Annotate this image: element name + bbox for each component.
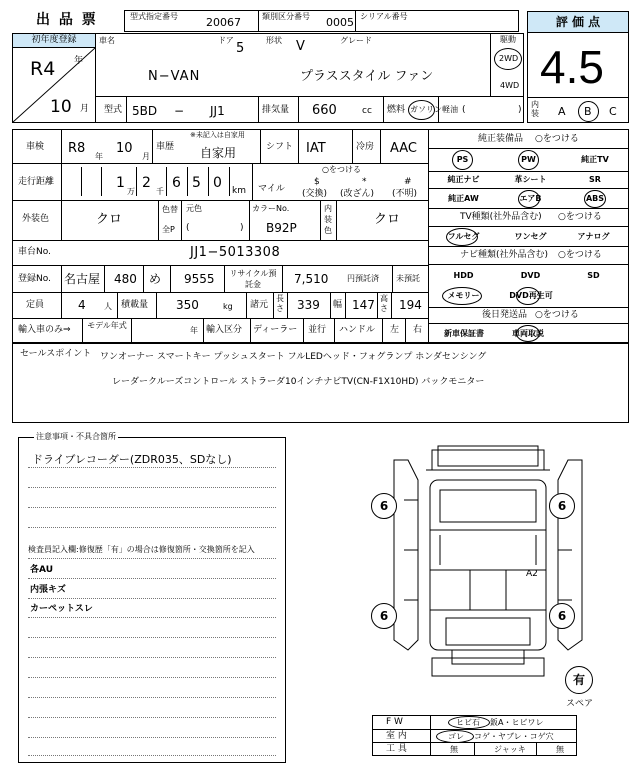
drive-label: 駆動 <box>500 35 516 44</box>
fuel-value: ガソリン <box>410 105 442 114</box>
tools-value: 無 <box>450 745 458 754</box>
drive-4wd: 4WD <box>500 81 520 90</box>
color-no-value: B92P <box>266 221 297 235</box>
length-value: 339 <box>297 298 320 312</box>
equipment-note: ○をつける <box>535 134 579 144</box>
equipment-title: 純正装備品 <box>478 134 524 144</box>
mile-label: マイル <box>258 184 285 194</box>
navi-sd: SD <box>587 271 600 280</box>
displacement-value: 660 <box>312 103 337 118</box>
notes-label: 注意事項・不具合箇所 <box>36 432 116 441</box>
displacement-label: 排気量 <box>262 105 290 115</box>
mileage-digit-1: 1 <box>116 175 125 191</box>
recycle-unit: 円預託済 <box>347 274 379 283</box>
history-value: 自家用 <box>200 146 237 160</box>
after-title: 後日発送品 <box>482 310 528 320</box>
recycle-value: 7,510 <box>294 272 329 286</box>
notes-box <box>18 437 286 763</box>
mileage-opt-tampered-sym: * <box>362 177 367 187</box>
equip-ps: PS <box>456 155 469 164</box>
mileage-opt-exchanged: (交換) <box>302 189 328 199</box>
height-value: 194 <box>399 298 422 312</box>
damage-mark-a2: A2 <box>526 569 538 579</box>
tv-fullseg: フルセグ <box>447 232 480 241</box>
registration-number: 9555 <box>184 272 215 286</box>
inspection-month: 10 <box>116 141 133 156</box>
dealer-label: ディーラー <box>253 325 298 335</box>
after-note: ○をつける <box>535 310 579 320</box>
fw-label: F W <box>386 717 403 727</box>
equip-tv: 純正TV <box>581 155 609 164</box>
tools-label: 工 具 <box>386 744 407 754</box>
type-label: 型式 <box>104 105 123 115</box>
score-value: 4.5 <box>540 41 604 93</box>
width-label: 幅 <box>333 300 343 310</box>
mileage-unit-sen: 千 <box>156 187 164 196</box>
shape-label: 形状 <box>266 36 282 45</box>
selling-points-line1: ワンオーナー スマートキー プッシュスタート フルLEDヘッド・フォグランプ ホンダセンシング <box>100 352 487 362</box>
full-paint-label: 全P <box>162 225 175 234</box>
interior-color-label: 内装色 <box>324 204 332 235</box>
mileage-opt-unknown-sym: # <box>404 177 412 187</box>
door-value: 5 <box>236 41 245 56</box>
navi-dvd-play: DVD再生可 <box>509 291 553 300</box>
load-value: 350 <box>176 298 199 312</box>
selling-points-label: セールスポイント <box>20 349 92 359</box>
exterior-color-value: クロ <box>96 212 123 227</box>
month-unit: 月 <box>80 104 90 114</box>
mileage-label: 走行距離 <box>18 177 55 187</box>
sheet-title: 出 品 票 <box>36 12 98 28</box>
interior-color-value: クロ <box>374 212 401 227</box>
fw-value: ヒビ石 <box>456 718 480 727</box>
model-year-label: モデル年式 <box>87 321 127 330</box>
category-number-label: 類別区分番号 <box>262 12 310 21</box>
first-reg-label: 初年度登録 <box>31 35 77 45</box>
registration-class: 480 <box>114 272 137 286</box>
notes-line-1: ドライブレコーダー(ZDR035、SDなし) <box>32 453 232 466</box>
inspector-label: 検査員記入欄:修復歴「有」の場合は修復箇所・交換箇所を記入 <box>28 545 255 554</box>
mileage-opt-exchanged-sym: $ <box>314 177 320 187</box>
grade-label: グレード <box>340 36 372 45</box>
first-reg-year: R4 <box>30 58 56 80</box>
car-name-value: N−VAN <box>148 69 201 84</box>
mileage-digit-3: 6 <box>172 175 181 191</box>
tv-title: TV種類(社外品含む) <box>460 212 542 222</box>
height-label: 高さ <box>380 294 388 313</box>
after-warranty: 新車保証書 <box>444 329 484 338</box>
import-label: 輸入車のみ⇒ <box>18 325 71 335</box>
type-dash: − <box>174 104 185 118</box>
model-number-value: 20067 <box>206 16 241 29</box>
load-label: 積載量 <box>121 300 149 310</box>
capacity-label: 定員 <box>26 300 45 310</box>
exterior-color-label: 外装色 <box>22 214 50 224</box>
interior-options: コゲ・ヤブレ・コゲ穴 <box>474 732 554 741</box>
ac-value: AAC <box>390 141 417 156</box>
inspector-line-2: 内張キズ <box>30 585 66 595</box>
equip-airbag: エアB <box>519 194 542 203</box>
type-value: JJ1 <box>210 104 225 118</box>
grade-value: プラススタイル ファン <box>300 69 434 84</box>
fw-options: 鈑A・ヒビワレ <box>490 718 544 727</box>
recycle-pending: 未預託 <box>396 274 420 283</box>
equip-abs: ABS <box>585 194 605 203</box>
handle-right: 右 <box>413 325 423 335</box>
mileage-digit-2: 2 <box>142 175 151 191</box>
light-oil-label: 軽油 <box>442 105 458 114</box>
import-year-unit: 年 <box>190 326 198 335</box>
interior-value: ゴレ <box>448 732 464 741</box>
navi-dvd: DVD <box>520 271 541 280</box>
tire-rear-left: 6 <box>379 609 389 623</box>
interior-grade-b: B <box>584 105 592 118</box>
selling-points-line2: レーダークルーズコントロール ストラーダ10インチナビTV(CN-F1X10HD) バックモニター <box>112 377 485 387</box>
handle-left: 左 <box>390 325 400 335</box>
jack-label: ジャッキ <box>494 745 526 754</box>
mileage-opt-tampered: (改ざん) <box>340 189 375 199</box>
tire-rear-right: 6 <box>557 609 567 623</box>
registration-kana: め <box>149 272 162 286</box>
paren-close: ) <box>518 105 522 115</box>
equip-navi: 純正ナビ <box>447 175 480 184</box>
type-prefix: 5BD <box>132 104 158 118</box>
jack-value: 無 <box>556 745 564 754</box>
capacity-unit: 人 <box>104 302 112 311</box>
interior-grade-c: C <box>609 105 617 118</box>
navi-hdd: HDD <box>453 271 474 280</box>
load-unit: kg <box>223 302 233 311</box>
navi-title: ナビ種類(社外品含む) <box>460 250 549 260</box>
category-number-value: 0005 <box>326 16 354 29</box>
car-damage-diagram <box>368 440 608 680</box>
shift-label: シフト <box>266 142 294 152</box>
header-id-row <box>124 10 519 32</box>
shift-value: IAT <box>306 141 326 156</box>
mileage-digit-5: 0 <box>213 175 222 191</box>
tv-analog: アナログ <box>577 232 610 241</box>
history-label: 車歴 <box>156 142 175 152</box>
model-number-label: 型式指定番号 <box>130 12 178 21</box>
first-reg-month: 10 <box>50 97 72 117</box>
interior-grade-label: 内装 <box>531 100 539 118</box>
fuel-label: 燃料 <box>387 105 406 115</box>
door-label: ドア <box>218 36 234 45</box>
inspector-line-1: 各AU <box>30 565 53 575</box>
ac-label: 冷房 <box>356 142 375 152</box>
shape-value: V <box>296 39 305 54</box>
interior-grade-a: A <box>558 105 566 118</box>
spare-value: 有 <box>572 673 585 687</box>
length-label: 長さ <box>276 294 284 313</box>
serial-number-label: シリアル番号 <box>360 12 408 21</box>
inspection-label: 車検 <box>26 142 45 152</box>
inspection-month-unit: 月 <box>142 152 150 161</box>
mileage-unit-man: 万 <box>127 187 135 196</box>
specs-label: 諸元 <box>250 300 269 310</box>
equip-pw: PW <box>521 155 536 164</box>
import-class-label: 輸入区分 <box>206 325 243 335</box>
original-color-label: 元色 <box>186 204 202 213</box>
parallel-label: 並行 <box>308 325 327 335</box>
color-change-label: 色替 <box>162 205 178 214</box>
mileage-unit-km: km <box>232 186 246 196</box>
inspection-year: R8 <box>68 141 86 156</box>
navi-memory: メモリー <box>447 291 480 300</box>
equip-sr: SR <box>589 175 601 184</box>
equip-leather: 革シート <box>514 175 547 184</box>
mileage-opt-unknown: (不明) <box>392 189 418 199</box>
tire-front-right: 6 <box>557 499 567 513</box>
year-unit: 年 <box>74 56 84 66</box>
capacity-value: 4 <box>78 298 86 312</box>
mileage-check-note: ○をつける <box>322 165 361 174</box>
score-label: 評 価 点 <box>555 15 601 29</box>
vin-value: JJ1−5013308 <box>190 245 281 260</box>
inspection-year-unit: 年 <box>95 152 103 161</box>
equip-aw: 純正AW <box>448 194 479 203</box>
width-value: 147 <box>352 298 375 312</box>
history-note: ※未記入は自家用 <box>190 131 245 139</box>
after-manual: 車両取説 <box>512 329 544 338</box>
spare-label: スペア <box>566 699 594 709</box>
tv-oneseg: ワンセグ <box>514 232 547 241</box>
original-color-paren-open: ( <box>186 223 190 233</box>
vin-label: 車台No. <box>18 247 51 257</box>
inspector-line-3: カーペットスレ <box>30 604 93 614</box>
registration-area: 名古屋 <box>64 272 101 286</box>
interior-label: 室 内 <box>386 731 407 741</box>
drive-2wd: 2WD <box>499 54 519 63</box>
recycle-label: リサイクル預託金 <box>229 269 277 289</box>
paren-open: ( <box>462 105 466 115</box>
color-no-label: カラーNo. <box>252 204 290 213</box>
tv-note: ○をつける <box>558 212 602 222</box>
original-color-paren-close: ) <box>240 223 244 233</box>
car-name-label: 車名 <box>99 36 115 45</box>
handle-label: ハンドル <box>339 325 376 335</box>
mileage-digit-4: 5 <box>192 175 201 191</box>
registration-label: 登録No. <box>18 274 51 284</box>
tire-front-left: 6 <box>379 499 389 513</box>
displacement-unit: cc <box>362 106 372 116</box>
navi-note: ○をつける <box>558 250 602 260</box>
